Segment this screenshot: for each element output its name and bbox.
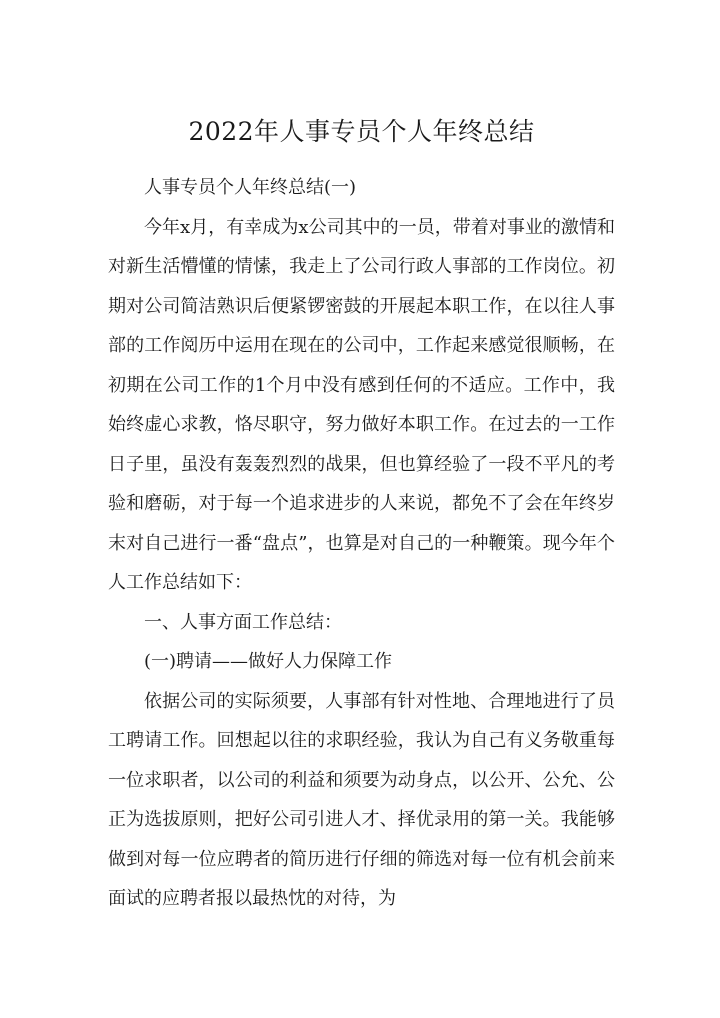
subsection-heading: (一)聘请——做好人力保障工作 [144, 651, 393, 672]
body-paragraph: 依据公司的实际须要，人事部有针对性地、合理地进行了员工聘请工作。回想起以往的求职经验，我认为自己有义务敬重每一位求职者，以公司的利益和须要为动身点，以公开、公允、公正为选拔原则，把好公司引进人才、择优录用的第一关。我能够做到对每一位应聘者的简历进行仔细的筛选对每一位有机会前来面试的应聘者报以最热忱的对待，为 [108, 690, 615, 909]
body-paragraph: 今年x月，有幸成为x公司其中的一员，带着对事业的激情和对新生活懵懂的情愫，我走上了公司行政人事部的工作岗位。初期对公司简洁熟识后便紧锣密鼓的开展起本职工作，在以往人事部的工作阅历中运用在现在的公司中，工作起来感觉很顺畅，在初期在公司工作的1个月中没有感到任何的不适应。工作中，我始终虚心求教，恪尽职守，努力做好本职工作。在过去的一工作日子里，虽没有轰轰烈烈的战果，但也算经验了一段不平凡的考验和磨砺，对于每一个追求进步的人来说，都免不了会在年终岁末对自己进行一番“盘点”，也算是对自己的一种鞭策。现今年个人工作总结如下： [108, 216, 615, 593]
section-heading: 一、人事方面工作总结： [144, 611, 342, 633]
document-title: 2022年人事专员个人年终总结 [188, 117, 535, 146]
section-heading: 人事专员个人年终总结(一) [144, 177, 357, 198]
document-body [108, 168, 615, 919]
